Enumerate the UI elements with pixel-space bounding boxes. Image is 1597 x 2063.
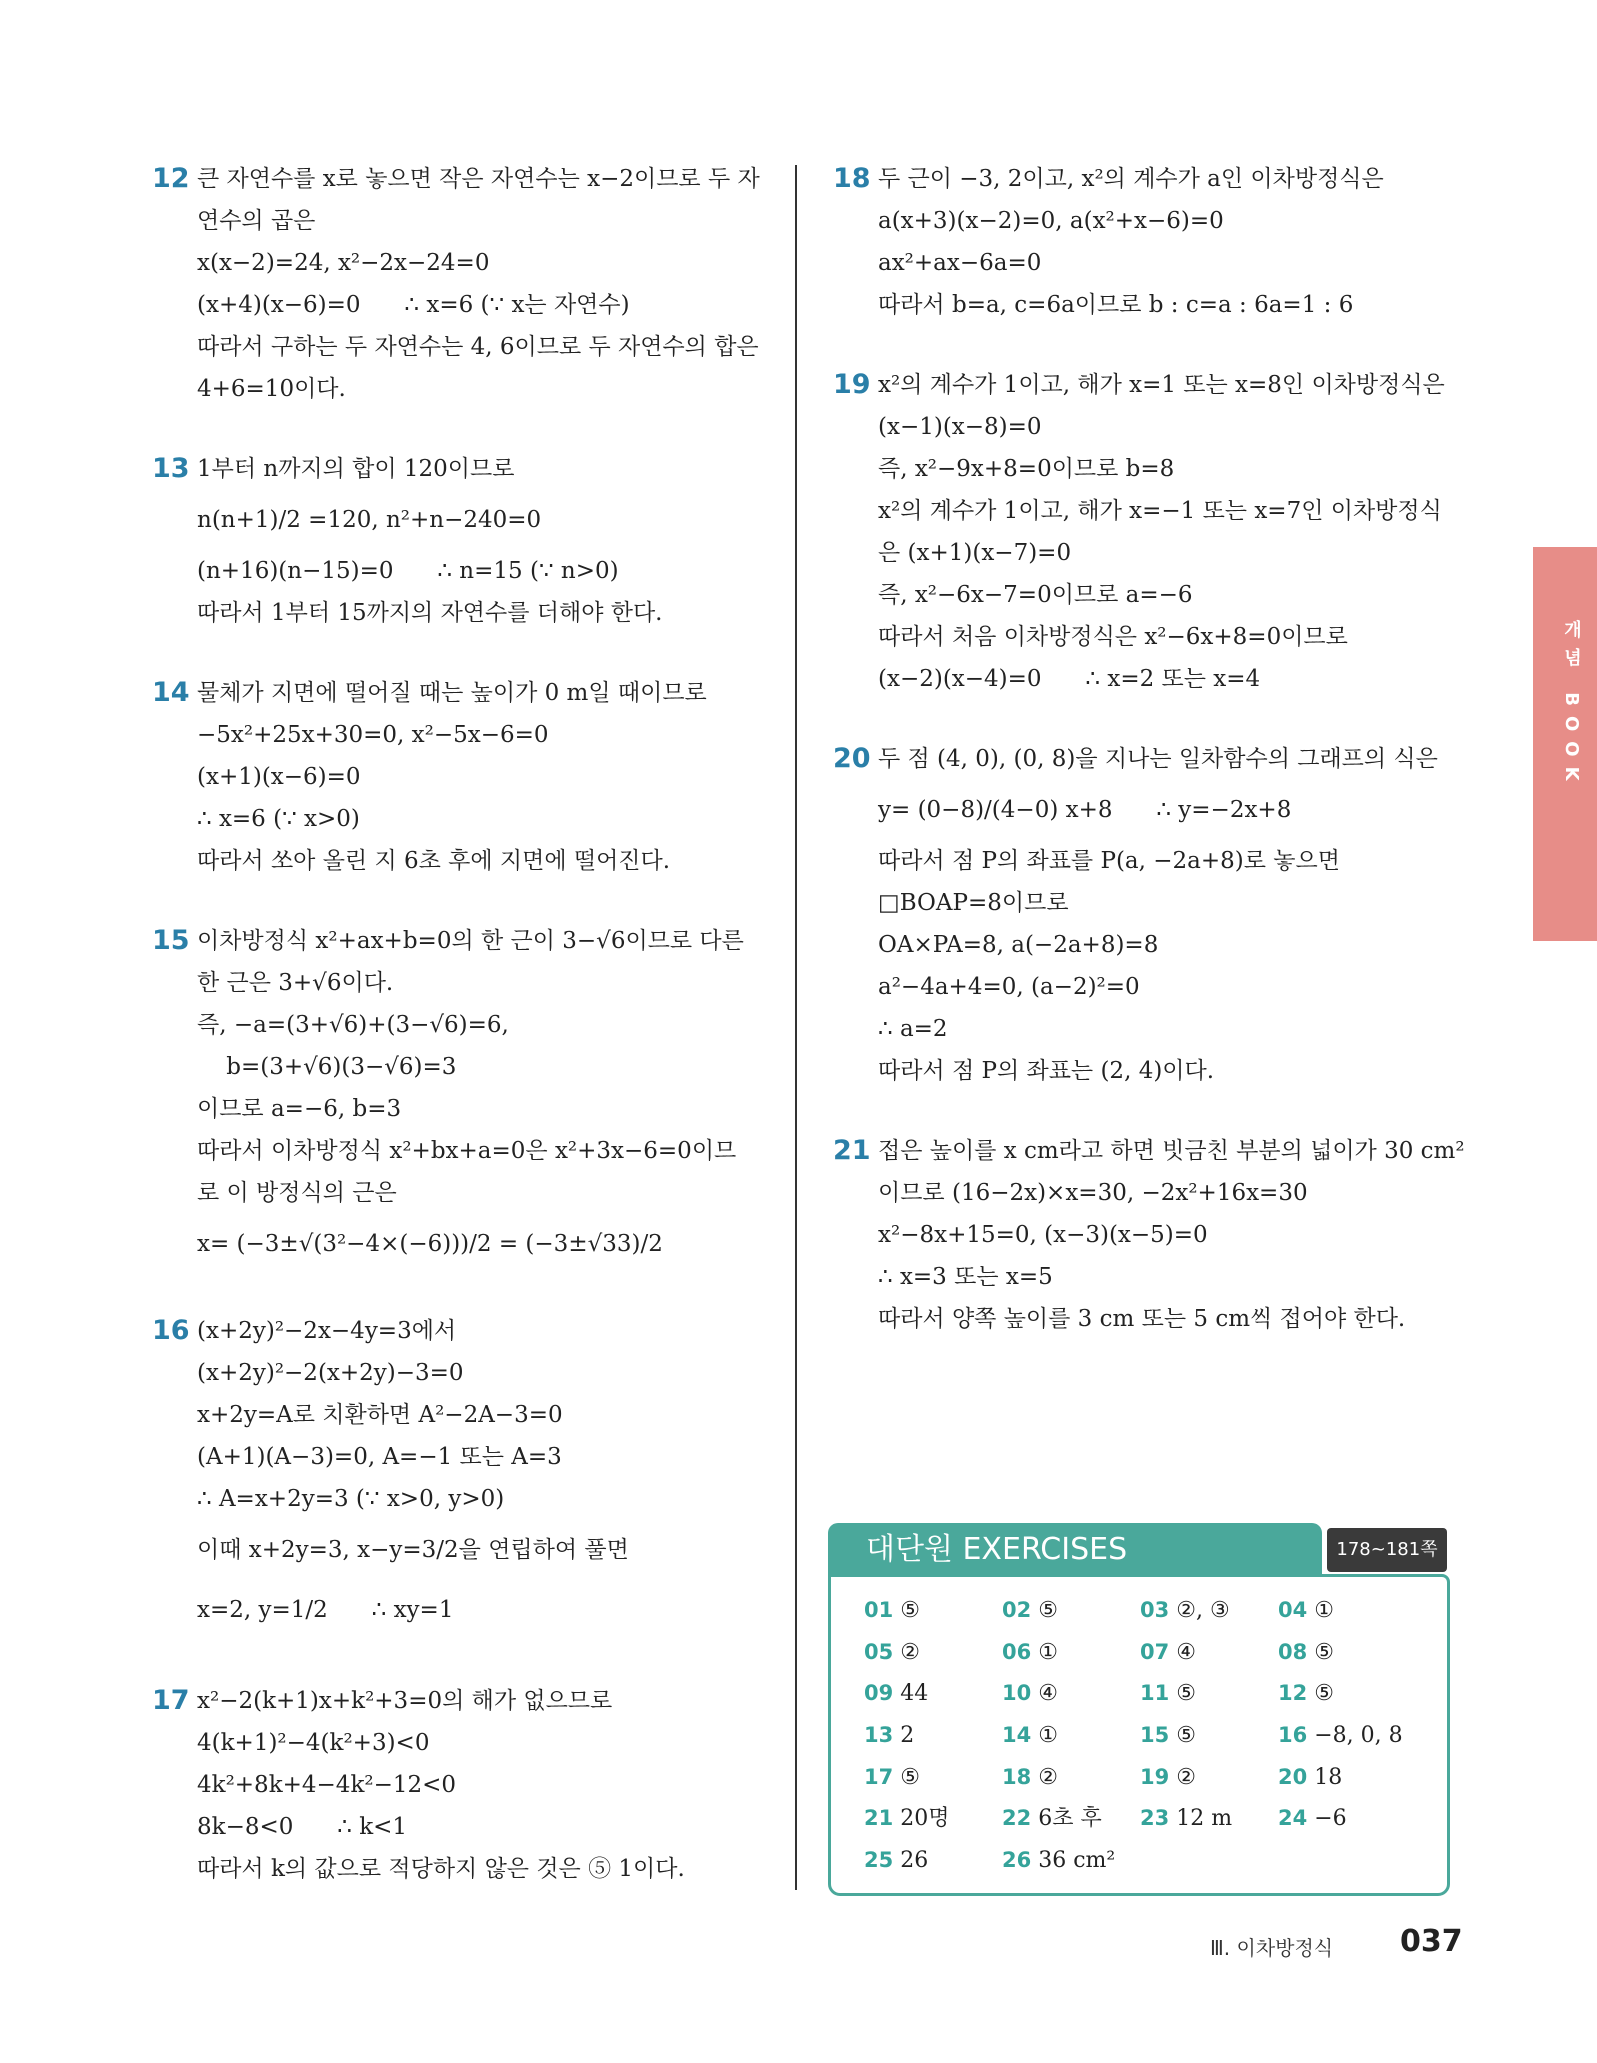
solution-line: 4+6=10이다. (197, 376, 346, 402)
problem-number: 12 (152, 163, 190, 194)
solution-line: □BOAP=8이므로 (878, 890, 1069, 916)
answer-value: 20명 (900, 1806, 950, 1832)
answer-cell (1002, 1798, 1140, 1840)
solution-line: x²의 계수가 1이고, 해가 x=1 또는 x=8인 이차방정식은 (878, 372, 1445, 398)
problem-number: 17 (152, 1685, 190, 1716)
solution-line: 따라서 구하는 두 자연수는 4, 6이므로 두 자연수의 합은 (197, 334, 759, 360)
solution-line: (x−1)(x−8)=0 (878, 414, 1042, 440)
solution-line: 즉, x²−6x−7=0이므로 a=−6 (878, 582, 1193, 608)
solution-line: 따라서 처음 이차방정식은 x²−6x+8=0이므로 (878, 624, 1348, 650)
answer-cell (1140, 1798, 1278, 1840)
answer-row (864, 1590, 1424, 1632)
answer-number: 25 (864, 1848, 894, 1873)
solution-line: ax²+ax−6a=0 (878, 250, 1042, 276)
problem-15 (152, 920, 772, 1274)
solution-line: 물체가 지면에 떨어질 때는 높이가 0 m일 때이므로 (197, 680, 707, 706)
solution-line: x+2y=A로 치환하면 A²−2A−3=0 (197, 1402, 563, 1428)
solution-line: b=(3+√6)(3−√6)=3 (197, 1054, 457, 1080)
solution-line: x(x−2)=24, x²−2x−24=0 (197, 250, 490, 276)
answer-value: 18 (1314, 1764, 1343, 1790)
problem-19 (833, 364, 1463, 700)
side-tab-label: 개념 BOOK (1561, 620, 1582, 791)
solution-line: a(x+3)(x−2)=0, a(x²+x−6)=0 (878, 208, 1224, 234)
answer-row (864, 1715, 1424, 1757)
answer-value: ① (1314, 1598, 1334, 1623)
solution-line: 두 점 (4, 0), (0, 8)을 지나는 일차함수의 그래프의 식은 (878, 746, 1438, 772)
answer-cell (864, 1798, 1002, 1840)
solution-line: ∴ a=2 (878, 1016, 948, 1042)
solution-line: 따라서 점 P의 좌표는 (2, 4)이다. (878, 1058, 1215, 1084)
answer-cell (1002, 1715, 1140, 1757)
solution-line: −5x²+25x+30=0, x²−5x−6=0 (197, 722, 549, 748)
solution-line: 따라서 b=a, c=6a이므로 b : c=a : 6a=1 : 6 (878, 292, 1354, 318)
answer-value: ④ (1176, 1639, 1196, 1665)
solution-line: x=2, y=1/2 ∴ xy=1 (197, 1597, 454, 1623)
answer-cell (1140, 1715, 1278, 1757)
answer-cell (864, 1840, 1002, 1882)
answer-number: 06 (1002, 1639, 1032, 1664)
solution-line: 따라서 쏘아 올린 지 6초 후에 지면에 떨어진다. (197, 848, 671, 874)
answer-cell (864, 1757, 1002, 1799)
answer-cell (1002, 1632, 1140, 1674)
solution-line: 따라서 점 P의 좌표를 P(a, −2a+8)로 놓으면 (878, 848, 1340, 874)
column-divider (795, 165, 797, 1890)
solution-line: x= (−3±√(3²−4×(−6)))/2 = (−3±√33)/2 (197, 1231, 663, 1257)
answer-number: 20 (1278, 1764, 1308, 1789)
answer-number: 08 (1278, 1639, 1308, 1664)
answer-row (864, 1632, 1424, 1674)
answer-value: ⑤ (900, 1598, 920, 1623)
answer-row (864, 1798, 1424, 1840)
answer-value: ① (1038, 1723, 1058, 1749)
answer-value: 44 (900, 1681, 929, 1707)
answer-cell (864, 1673, 1002, 1715)
answer-value: ⑤ (1176, 1681, 1196, 1707)
answer-value: ② (900, 1639, 920, 1665)
problem-16 (152, 1310, 772, 1640)
solution-line: x²−2(k+1)x+k²+3=0의 해가 없으므로 (197, 1688, 613, 1714)
answer-value: ②, ③ (1176, 1598, 1230, 1623)
solution-line: 1부터 n까지의 합이 120이므로 (197, 456, 515, 482)
exercises-title: 대단원 EXERCISES (866, 1532, 1128, 1567)
problem-number: 20 (833, 743, 871, 774)
answer-value: ④ (1038, 1681, 1058, 1707)
answer-cell (864, 1715, 1002, 1757)
answer-value: ② (1038, 1764, 1058, 1790)
solution-line: ∴ x=3 또는 x=5 (878, 1264, 1053, 1290)
solution-line: (x+4)(x−6)=0 ∴ x=6 (∵ x는 자연수) (197, 292, 630, 318)
solution-line: 로 이 방정식의 근은 (197, 1180, 397, 1206)
answer-cell (1002, 1757, 1140, 1799)
answer-number: 07 (1140, 1639, 1170, 1664)
answer-cell (1140, 1757, 1278, 1799)
right-column (833, 158, 1463, 1340)
solution-line: x²−8x+15=0, (x−3)(x−5)=0 (878, 1222, 1208, 1248)
problem-14 (152, 672, 772, 882)
problem-number: 21 (833, 1135, 871, 1166)
answer-number: 05 (864, 1639, 894, 1664)
answer-cell (1278, 1715, 1416, 1757)
solution-line: x²의 계수가 1이고, 해가 x=−1 또는 x=7인 이차방정식 (878, 498, 1442, 524)
answer-number: 24 (1278, 1806, 1308, 1831)
answer-number: 15 (1140, 1723, 1170, 1748)
solution-line: (x+2y)²−2x−4y=3에서 (197, 1318, 457, 1344)
answer-number: 21 (864, 1806, 894, 1831)
solution-line: n(n+1)/2 =120, n²+n−240=0 (197, 507, 542, 533)
answer-value: ② (1176, 1764, 1196, 1790)
left-column (152, 158, 772, 1890)
solution-line: (x+2y)²−2(x+2y)−3=0 (197, 1360, 464, 1386)
answer-value: 36 cm² (1038, 1848, 1116, 1874)
answer-number: 14 (1002, 1723, 1032, 1748)
answer-cell (1002, 1590, 1140, 1632)
answer-number: 23 (1140, 1806, 1170, 1831)
answer-number: 03 (1140, 1598, 1170, 1622)
solution-line: 이때 x+2y=3, x−y=3/2을 연립하여 풀면 (197, 1537, 629, 1563)
answer-number: 02 (1002, 1598, 1032, 1622)
solution-line: ∴ x=6 (∵ x>0) (197, 806, 360, 832)
solution-line: ∴ A=x+2y=3 (∵ x>0, y>0) (197, 1486, 505, 1512)
solution-line: 접은 높이를 x cm라고 하면 빗금친 부분의 넓이가 30 cm² (878, 1138, 1465, 1164)
answer-number: 13 (864, 1723, 894, 1748)
problem-18 (833, 158, 1463, 326)
answer-number: 19 (1140, 1764, 1170, 1789)
solution-line: a²−4a+4=0, (a−2)²=0 (878, 974, 1140, 1000)
answer-cell (1278, 1757, 1416, 1799)
solution-line: y= (0−8)/(4−0) x+8 ∴ y=−2x+8 (878, 797, 1292, 823)
solution-line: (A+1)(A−3)=0, A=−1 또는 A=3 (197, 1444, 562, 1470)
solution-line: 연수의 곱은 (197, 208, 316, 234)
problem-number: 18 (833, 163, 871, 194)
solution-line: 즉, −a=(3+√6)+(3−√6)=6, (197, 1012, 509, 1038)
solution-line: 즉, x²−9x+8=0이므로 b=8 (878, 456, 1175, 482)
solution-line: 8k−8<0 ∴ k<1 (197, 1814, 408, 1840)
answer-value: ⑤ (1314, 1639, 1334, 1665)
solution-line: 은 (x+1)(x−7)=0 (878, 540, 1072, 566)
exercises-pages-badge: 178~181쪽 (1327, 1528, 1447, 1572)
solution-line: 4(k+1)²−4(k²+3)<0 (197, 1730, 430, 1756)
solution-line: (x+1)(x−6)=0 (197, 764, 361, 790)
answer-number: 10 (1002, 1681, 1032, 1706)
answer-number: 11 (1140, 1681, 1170, 1706)
answer-value: 26 (900, 1848, 929, 1874)
answer-cell (1140, 1673, 1278, 1715)
solution-line: 4k²+8k+4−4k²−12<0 (197, 1772, 457, 1798)
answer-number: 09 (864, 1681, 894, 1706)
answer-number: 04 (1278, 1598, 1308, 1622)
problem-number: 13 (152, 453, 190, 484)
answer-number: 17 (864, 1764, 894, 1789)
problem-21 (833, 1130, 1463, 1340)
solution-line: 이므로 a=−6, b=3 (197, 1096, 402, 1122)
exercises-answer-grid (864, 1590, 1424, 1882)
answer-cell (1278, 1798, 1416, 1840)
solution-line: 따라서 1부터 15까지의 자연수를 더해야 한다. (197, 600, 663, 626)
solution-line: 따라서 이차방정식 x²+bx+a=0은 x²+3x−6=0이므 (197, 1138, 737, 1164)
answer-cell (1278, 1590, 1416, 1632)
solution-line: 따라서 양쪽 높이를 3 cm 또는 5 cm씩 접어야 한다. (878, 1306, 1406, 1332)
solution-line: 두 근이 −3, 2이고, x²의 계수가 a인 이차방정식은 (878, 166, 1384, 192)
answer-cell (1002, 1840, 1140, 1882)
problem-number: 15 (152, 925, 190, 956)
answer-number: 01 (864, 1598, 894, 1622)
answer-number: 26 (1002, 1848, 1032, 1873)
answer-row (864, 1757, 1424, 1799)
answer-cell (1278, 1632, 1416, 1674)
page-number: 037 (1400, 1924, 1463, 1959)
solution-line: 이차방정식 x²+ax+b=0의 한 근이 3−√6이므로 다른 (197, 928, 744, 954)
answer-value: ⑤ (1176, 1723, 1196, 1749)
solution-line: (x−2)(x−4)=0 ∴ x=2 또는 x=4 (878, 666, 1261, 692)
problem-number: 19 (833, 369, 871, 400)
answer-value: −6 (1314, 1806, 1347, 1832)
problem-17 (152, 1680, 772, 1890)
solution-line: (n+16)(n−15)=0 ∴ n=15 (∵ n>0) (197, 558, 619, 584)
answer-value: ⑤ (1038, 1598, 1058, 1623)
answer-value: 2 (900, 1723, 915, 1749)
answer-value: ⑤ (1314, 1681, 1334, 1707)
answer-number: 12 (1278, 1681, 1308, 1706)
solution-line: 따라서 k의 값으로 적당하지 않은 것은 ⑤ 1이다. (197, 1856, 685, 1882)
answer-cell (1278, 1673, 1416, 1715)
solution-line: OA×PA=8, a(−2a+8)=8 (878, 932, 1159, 958)
problem-number: 14 (152, 677, 190, 708)
problem-number: 16 (152, 1315, 190, 1346)
answer-number: 16 (1278, 1723, 1308, 1748)
problem-13 (152, 448, 772, 634)
solution-line: 큰 자연수를 x로 놓으면 작은 자연수는 x−2이므로 두 자 (197, 166, 760, 192)
solution-line: 한 근은 3+√6이다. (197, 970, 394, 996)
answer-value: ⑤ (900, 1764, 920, 1790)
answer-cell (1140, 1590, 1278, 1632)
answer-number: 18 (1002, 1764, 1032, 1789)
answer-value: 6초 후 (1038, 1806, 1102, 1832)
answer-row (864, 1840, 1424, 1882)
answer-value: 12 m (1176, 1806, 1233, 1832)
answer-number: 22 (1002, 1806, 1032, 1831)
answer-value: ① (1038, 1639, 1058, 1665)
footer-chapter: Ⅲ. 이차방정식 (1210, 1936, 1334, 1960)
answer-cell (864, 1632, 1002, 1674)
problem-20 (833, 738, 1463, 1092)
answer-cell (1002, 1673, 1140, 1715)
answer-value: −8, 0, 8 (1314, 1723, 1403, 1749)
answer-cell (864, 1590, 1002, 1632)
problem-12 (152, 158, 772, 410)
answer-cell (1140, 1632, 1278, 1674)
solution-line: 이므로 (16−2x)×x=30, −2x²+16x=30 (878, 1180, 1308, 1206)
answer-row (864, 1673, 1424, 1715)
